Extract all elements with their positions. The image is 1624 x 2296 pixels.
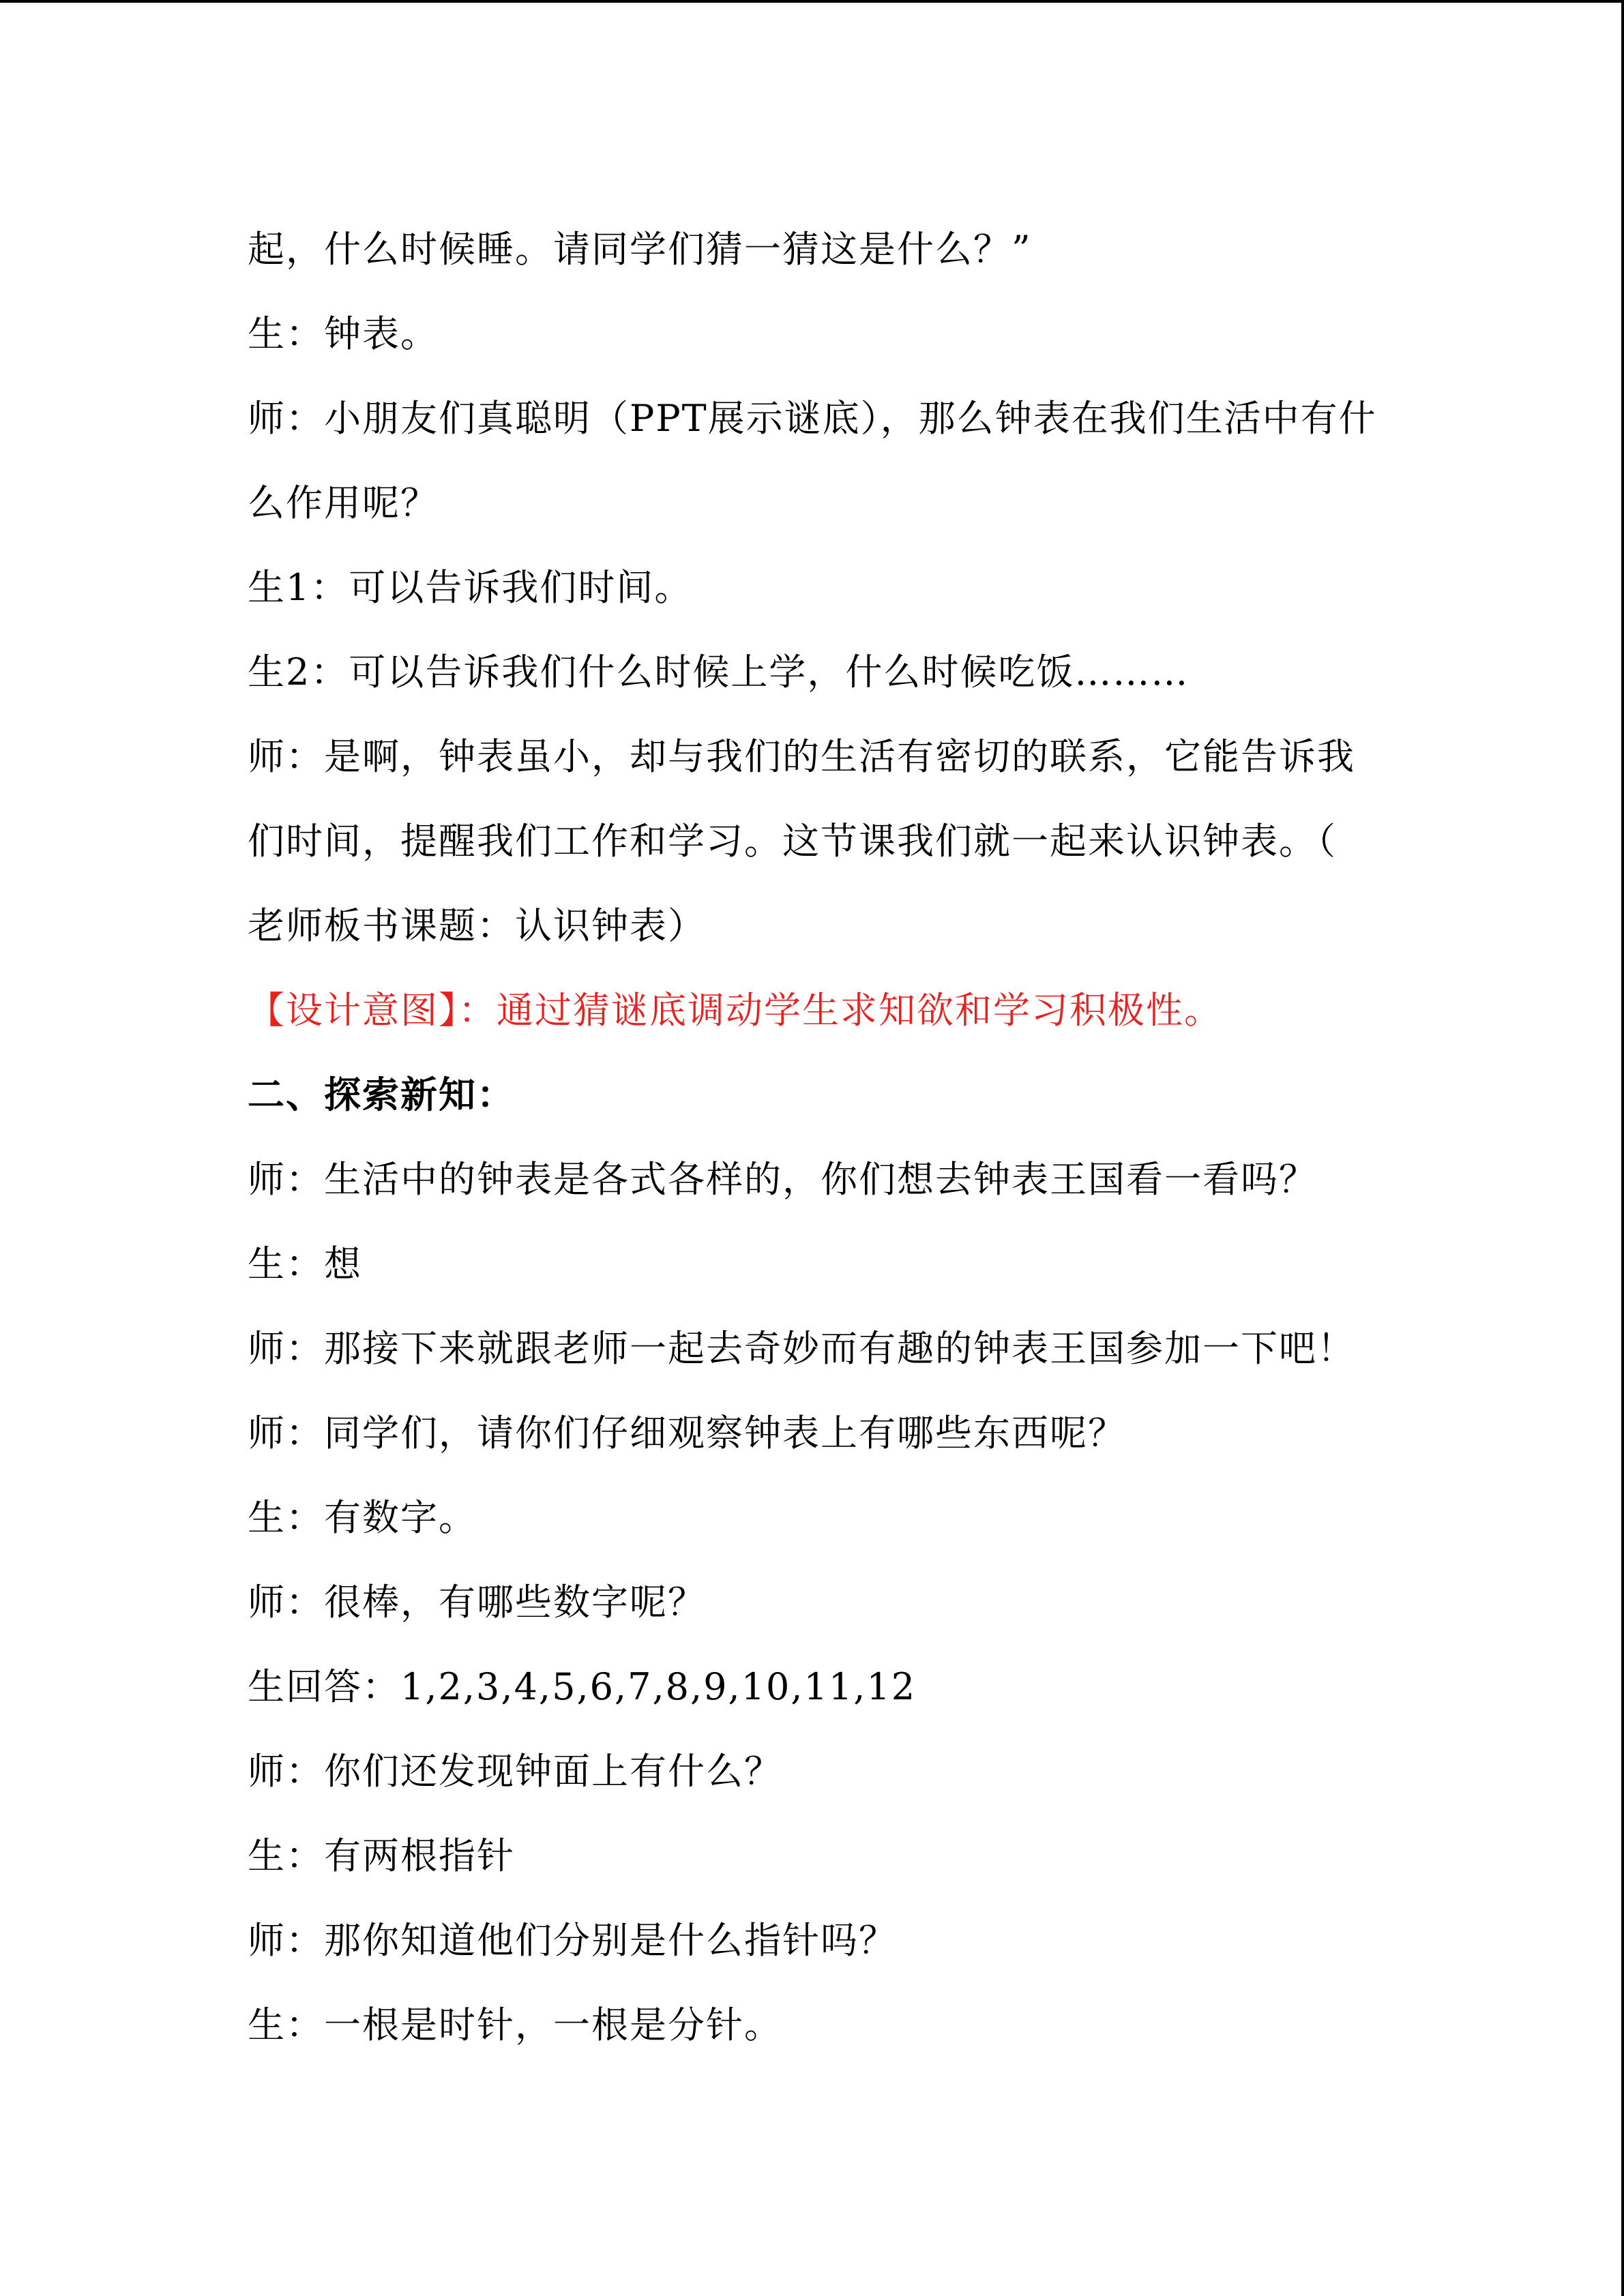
student-reply: 生1：可以告诉我们时间。 [248, 566, 693, 609]
teacher-line: 师：同学们，请你们仔细观察钟表上有哪些东西呢？ [248, 1412, 1126, 1455]
teacher-line-continued: 们时间，提醒我们工作和学习。这节课我们就一起来认识钟表。（ [248, 820, 1337, 863]
teacher-line-continued: 么作用呢？ [248, 481, 439, 524]
student-reply: 生：有两根指针 [248, 1834, 515, 1877]
student-reply: 生：一根是时针，一根是分针。 [248, 2003, 782, 2046]
document-body [248, 207, 1380, 2068]
teacher-line: 师：那你知道他们分别是什么指针吗？ [248, 1919, 897, 1962]
design-intent-note: 【设计意图】：通过猜谜底调动学生求知欲和学习积极性。 [248, 989, 1222, 1032]
teacher-line: 师：生活中的钟表是各式各样的，你们想去钟表王国看一看吗？ [248, 1158, 1317, 1201]
section-heading: 二、探索新知： [248, 1073, 515, 1116]
student-reply: 生：有数字。 [248, 1496, 477, 1539]
student-reply: 生：想 [248, 1242, 362, 1285]
teacher-line: 师：小朋友们真聪明（PPT展示谜底），那么钟表在我们生活中有什 [248, 397, 1377, 440]
teacher-line-continued: 老师板书课题：认识钟表） [248, 904, 706, 947]
student-reply: 生回答：1,2,3,4,5,6,7,8,9,10,11,12 [248, 1665, 917, 1708]
student-reply: 生2：可以告诉我们什么时候上学，什么时候吃饭……… [248, 651, 1190, 694]
teacher-line: 师：很棒，有哪些数字呢？ [248, 1581, 706, 1624]
teacher-line: 师：是啊，钟表虽小，却与我们的生活有密切的联系，它能告诉我 [248, 735, 1355, 778]
teacher-line: 师：那接下来就跟老师一起去奇妙而有趣的钟表王国参加一下吧！ [248, 1327, 1355, 1370]
top-border [0, 0, 1624, 3]
right-border [1621, 0, 1624, 2296]
student-reply: 生：钟表。 [248, 312, 439, 355]
teacher-line: 师：你们还发现钟面上有什么？ [248, 1750, 782, 1793]
paragraph-line: 起，什么时候睡。请同学们猜一猜这是什么？” [248, 228, 1032, 271]
